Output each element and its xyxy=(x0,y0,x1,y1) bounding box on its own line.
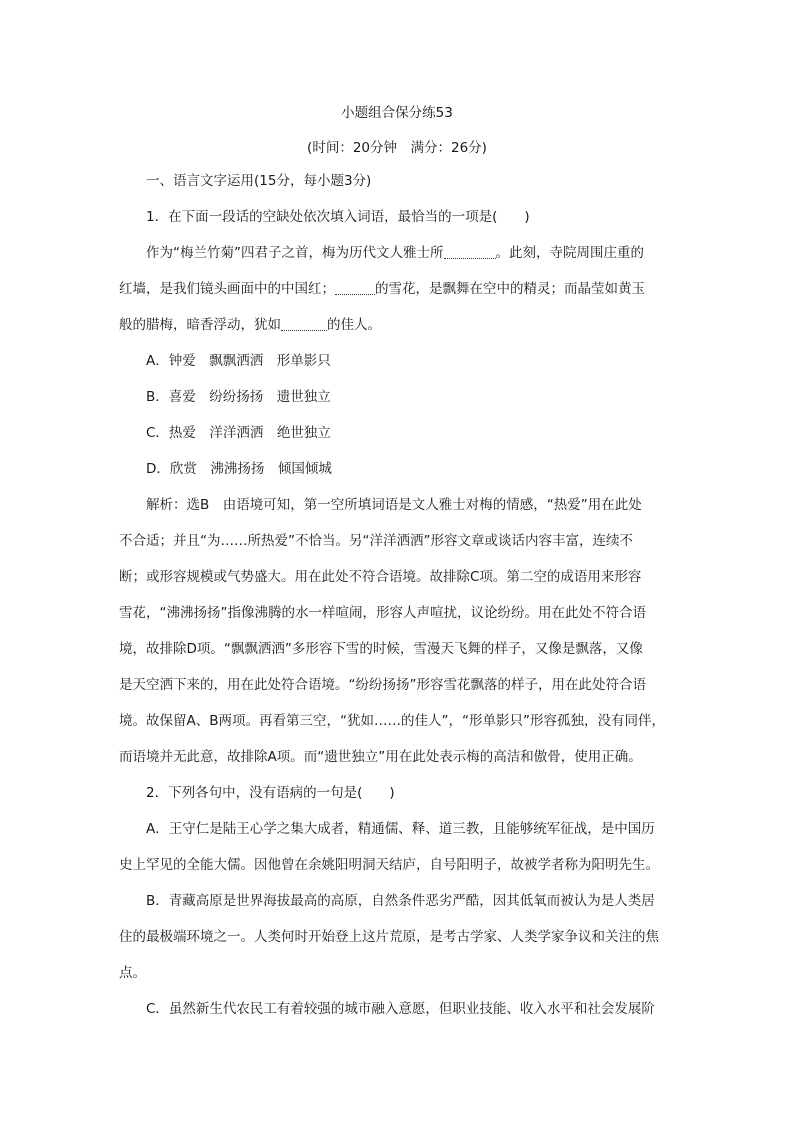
section-heading: 一、语言文字运用(15分，每小题3分) xyxy=(146,173,372,189)
content xyxy=(119,170,677,1034)
passage-line: 作为“梅兰竹菊”四君子之首，梅为历代文人雅士所 。此刻，寺院周围庄重的 xyxy=(146,245,644,261)
option-b: B．喜爱 纷纷扬扬 遗世独立 xyxy=(146,389,331,405)
analysis-line: 是天空洒下来的，用在此处符合语境。“纷纷扬扬”形容雪花飘落的样子，用在此处符合语 xyxy=(119,677,646,693)
passage-line: 红墙，是我们镜头画面中的中国红； 的雪花，是飘舞在空中的精灵；而晶莹如黄玉 xyxy=(119,281,645,297)
option-d: D．欣赏 沸沸扬扬 倾国倾城 xyxy=(146,461,332,477)
page-title: 小题组合保分练53 xyxy=(341,105,453,121)
q2-option-b-line: B．青藏高原是世界海拔最高的高原，自然条件恶劣严酷，因其低氧而被认为是人类居 xyxy=(146,893,655,909)
blank-3 xyxy=(281,315,327,331)
question-2-stem: 2．下列各句中，没有语病的一句是( ) xyxy=(146,785,395,801)
page-subtitle: (时间：20分钟 满分：26分) xyxy=(307,140,487,156)
passage-line: 般的腊梅，暗香浮动，犹如 的佳人。 xyxy=(119,317,381,333)
question-1-stem: 1．在下面一段话的空缺处依次填入词语，最恰当的一项是( ) xyxy=(146,209,530,225)
analysis-line: 不合适；并且“为……所热爱”不恰当。另“洋洋洒洒”形容文章或谈话内容丰富，连续不 xyxy=(119,533,633,549)
q2-option-b-line: 住的最极端环境之一。人类何时开始登上这片荒原，是考古学家、人类学家争议和关注的焦 xyxy=(119,929,659,945)
option-c: C．热爱 洋洋洒洒 绝世独立 xyxy=(146,425,331,441)
analysis-line: 而语境并无此意，故排除A项。而“遗世独立”用在此处表示梅的高洁和傲骨，使用正确。 xyxy=(119,749,642,765)
q2-option-a-line: 史上罕见的全能大儒。因他曾在余姚阳明洞天结庐，自号阳明子，故被学者称为阳明先生。 xyxy=(119,857,659,873)
analysis-line: 境。故保留A、B两项。再看第三空，“犹如……的佳人”，“形单影只”形容孤独，没有同伴， xyxy=(119,713,665,729)
blank-2 xyxy=(335,279,375,295)
q2-option-a-line: A．王守仁是陆王心学之集大成者，精通儒、释、道三教，且能够统军征战，是中国历 xyxy=(146,821,655,837)
q2-option-c-line: C．虽然新生代农民工有着较强的城市融入意愿，但职业技能、收入水平和社会发展阶 xyxy=(146,1001,655,1017)
blank-1 xyxy=(444,243,496,259)
analysis-line: 断；或形容规模或气势盛大。用在此处不符合语境。故排除C项。第二空的成语用来形容 xyxy=(119,569,642,585)
q2-option-b-line: 点。 xyxy=(119,965,146,981)
analysis-line: 雪花，“沸沸扬扬”指像沸腾的水一样喧闹，形容人声喧扰，议论纷纷。用在此处不符合语 xyxy=(119,605,646,621)
option-a: A．钟爱 飘飘洒洒 形单影只 xyxy=(146,353,331,369)
analysis-line: 解析：选B 由语境可知，第一空所填词语是文人雅士对梅的情感，“热爱”用在此处 xyxy=(146,497,642,513)
analysis-line: 境，故排除D项。“飘飘洒洒”多形容下雪的时候，雪漫天飞舞的样子，又像是飘落，又像 xyxy=(119,641,643,657)
